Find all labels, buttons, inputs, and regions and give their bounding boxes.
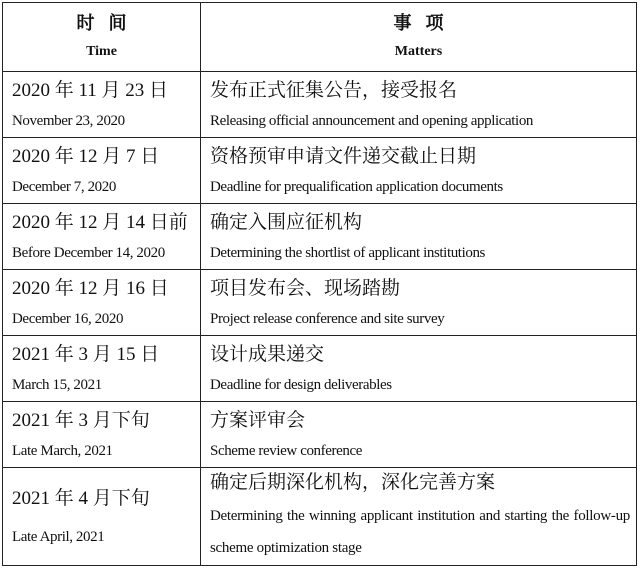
matter-cell — [201, 270, 637, 336]
time-en: November 23, 2020 — [12, 112, 125, 129]
time-zh: 2021 年 4 月下旬 — [12, 487, 150, 509]
matter-zh: 确定入围应征机构 — [210, 211, 363, 233]
header-matters — [201, 3, 637, 72]
header-time — [3, 3, 201, 72]
table-row — [3, 204, 637, 270]
matter-en: Determining the shortlist of applicant institutions — [210, 244, 485, 261]
table-row — [3, 138, 637, 204]
matter-en: Determining the winning applicant institution and starting the follow-up scheme optimization stage — [210, 507, 630, 556]
time-zh: 2020 年 12 月 16 日 — [12, 277, 169, 299]
schedule-table — [2, 2, 637, 566]
matter-en: Scheme review conference — [210, 442, 362, 459]
table-row — [3, 468, 637, 566]
header-matters-en: Matters — [394, 44, 443, 59]
matter-cell — [201, 402, 637, 468]
time-zh: 2020 年 12 月 14 日前 — [12, 211, 188, 233]
matter-en: Deadline for design deliverables — [210, 376, 392, 393]
matter-cell — [201, 336, 637, 402]
matter-zh: 设计成果递交 — [210, 343, 325, 365]
time-en: Late April, 2021 — [12, 528, 105, 545]
time-en: Late March, 2021 — [12, 442, 113, 459]
header-time-en: Time — [86, 44, 117, 59]
time-cell — [3, 204, 201, 270]
matter-en: Project release conference and site survey — [210, 310, 445, 327]
matter-zh: 方案评审会 — [210, 409, 306, 431]
matter-cell — [201, 138, 637, 204]
header-matters-zh: 事项 — [393, 13, 458, 33]
table-row — [3, 270, 637, 336]
header-time-zh: 时间 — [76, 13, 141, 33]
matter-en: Releasing official announcement and opening application — [210, 112, 534, 129]
time-zh: 2021 年 3 月下旬 — [12, 409, 150, 431]
matter-zh: 确定后期深化机构，深化完善方案 — [210, 471, 496, 493]
matter-cell — [201, 72, 637, 138]
time-cell — [3, 138, 201, 204]
header-row — [3, 3, 637, 72]
matter-zh: 发布正式征集公告，接受报名 — [210, 79, 458, 101]
time-cell — [3, 402, 201, 468]
matter-cell — [201, 204, 637, 270]
matter-zh: 项目发布会、现场踏勘 — [210, 277, 401, 299]
table-row — [3, 336, 637, 402]
time-cell — [3, 270, 201, 336]
time-zh: 2020 年 12 月 7 日 — [12, 145, 160, 167]
time-en: Before December 14, 2020 — [12, 244, 165, 261]
table-row — [3, 402, 637, 468]
time-zh: 2021 年 3 月 15 日 — [12, 343, 160, 365]
time-zh: 2020 年 11 月 23 日 — [12, 79, 169, 101]
time-cell — [3, 468, 201, 566]
time-cell — [3, 336, 201, 402]
table-row — [3, 72, 637, 138]
time-en: March 15, 2021 — [12, 376, 102, 393]
matter-cell — [201, 468, 637, 566]
matter-zh: 资格预审申请文件递交截止日期 — [210, 145, 477, 167]
time-cell — [3, 72, 201, 138]
time-en: December 7, 2020 — [12, 178, 116, 195]
time-en: December 16, 2020 — [12, 310, 124, 327]
matter-en: Deadline for prequalification application documents — [210, 178, 503, 195]
